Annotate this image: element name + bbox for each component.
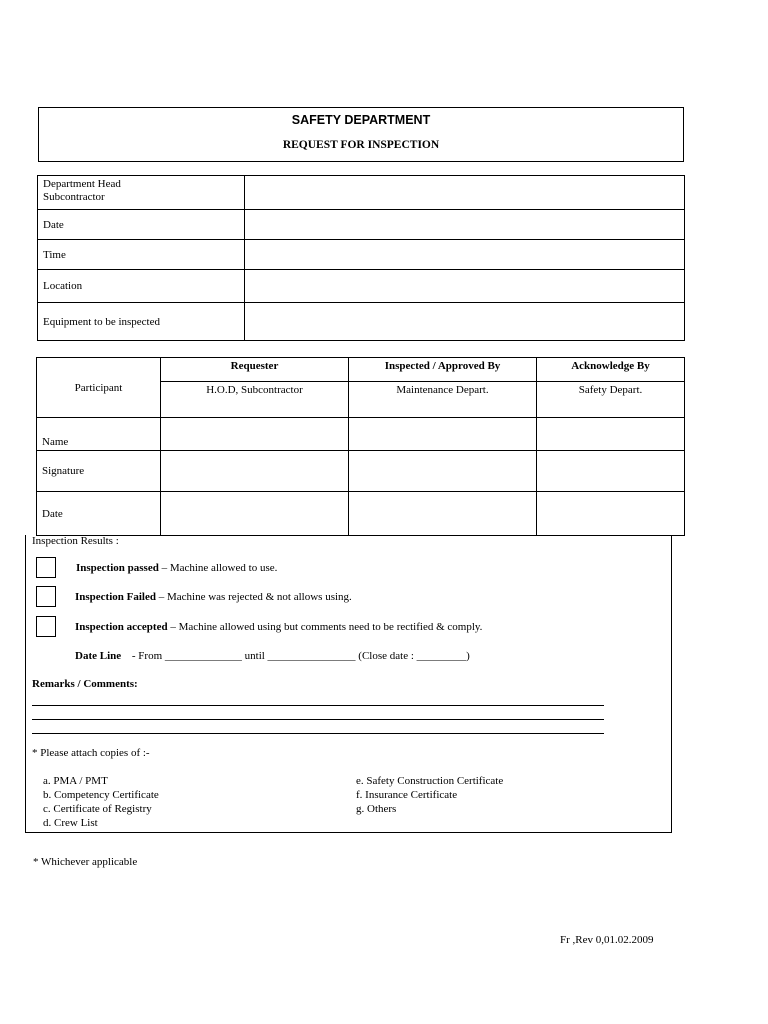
inspection-failed-checkbox[interactable]	[36, 586, 56, 607]
inspection-results-heading: Inspection Results :	[32, 535, 119, 547]
requester-signature-field[interactable]	[161, 451, 349, 492]
acknowledge-sub: Safety Depart.	[537, 382, 685, 418]
acknowledger-date-field[interactable]	[537, 492, 685, 536]
form-header	[38, 107, 684, 162]
request-info-table	[37, 175, 685, 341]
remarks-line-3[interactable]	[32, 733, 604, 734]
inspection-passed-option	[36, 557, 277, 578]
inspection-accepted-option	[36, 616, 482, 637]
signature-row-label: Signature	[37, 451, 161, 492]
date-row-label: Date	[37, 492, 161, 536]
inspected-header: Inspected / Approved By	[349, 358, 537, 382]
date-line-text: - From ______________ until ________________ (Close date : _________)	[131, 650, 470, 662]
inspection-accepted-checkbox[interactable]	[36, 616, 56, 637]
department-head-label: Department Head Subcontractor	[38, 176, 245, 210]
attachment-safety-construction: e. Safety Construction Certificate	[356, 775, 504, 787]
participant-label: Participant	[37, 358, 161, 418]
inspection-failed-option	[36, 586, 352, 607]
requester-sub: H.O.D, Subcontractor	[161, 382, 349, 418]
attach-heading: * Please attach copies of :-	[32, 747, 150, 759]
acknowledger-name-field[interactable]	[537, 418, 685, 451]
inspection-accepted-label: Inspection accepted	[75, 620, 168, 633]
attachment-crew-list: d. Crew List	[43, 817, 98, 829]
attachment-registry: c. Certificate of Registry	[43, 803, 152, 815]
participant-table	[36, 357, 685, 536]
requester-date-field[interactable]	[161, 492, 349, 536]
location-label: Location	[38, 270, 245, 303]
inspector-date-field[interactable]	[349, 492, 537, 536]
requester-name-field[interactable]	[161, 418, 349, 451]
form-reference: Fr ,Rev 0,01.02.2009	[560, 934, 654, 946]
inspection-accepted-desc: – Machine allowed using but comments need to be rectified & comply.	[167, 620, 483, 633]
date-field[interactable]	[245, 210, 685, 240]
form-title: REQUEST FOR INSPECTION	[282, 139, 440, 151]
location-field[interactable]	[245, 270, 685, 303]
date-line-row	[75, 650, 470, 662]
acknowledge-header: Acknowledge By	[537, 358, 685, 382]
attachment-pma: a. PMA / PMT	[43, 775, 108, 787]
acknowledger-signature-field[interactable]	[537, 451, 685, 492]
inspector-signature-field[interactable]	[349, 451, 537, 492]
inspection-passed-label: Inspection passed	[76, 561, 159, 574]
date-label: Date	[38, 210, 245, 240]
date-line-label: Date Line	[75, 650, 122, 662]
department-head-field[interactable]	[245, 176, 685, 210]
inspection-failed-desc: – Machine was rejected & not allows using.	[155, 590, 352, 603]
remarks-line-1[interactable]	[32, 705, 604, 706]
equipment-label: Equipment to be inspected	[38, 303, 245, 341]
attachment-competency: b. Competency Certificate	[43, 789, 159, 801]
attachment-others: g. Others	[356, 803, 397, 815]
remarks-line-2[interactable]	[32, 719, 604, 720]
time-field[interactable]	[245, 240, 685, 270]
requester-header: Requester	[161, 358, 349, 382]
inspection-passed-desc: – Machine allowed to use.	[158, 561, 278, 574]
inspector-name-field[interactable]	[349, 418, 537, 451]
equipment-field[interactable]	[245, 303, 685, 341]
inspected-sub: Maintenance Depart.	[349, 382, 537, 418]
department-title: SAFETY DEPARTMENT	[291, 113, 431, 127]
remarks-label: Remarks / Comments:	[32, 678, 138, 690]
inspection-failed-label: Inspection Failed	[75, 590, 156, 603]
footnote: * Whichever applicable	[33, 856, 138, 868]
attachment-insurance: f. Insurance Certificate	[356, 789, 458, 801]
name-row-label: Name	[37, 418, 161, 451]
inspection-passed-checkbox[interactable]	[36, 557, 56, 578]
inspection-results-section	[25, 535, 672, 833]
time-label: Time	[38, 240, 245, 270]
